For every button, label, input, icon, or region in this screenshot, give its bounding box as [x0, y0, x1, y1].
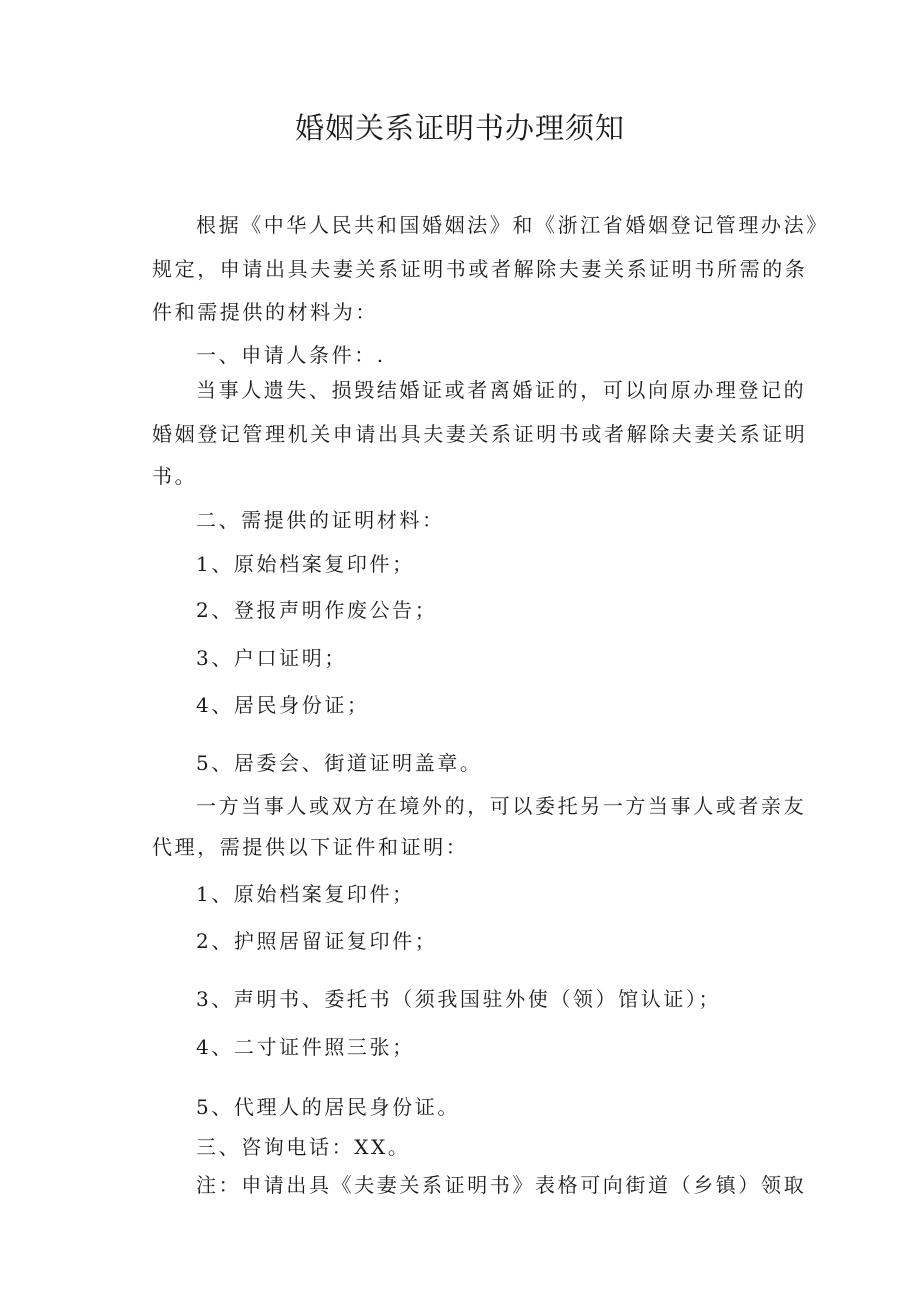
section-heading: 一、申请人条件：. [196, 343, 386, 367]
paragraph-line: 代理，需提供以下证件和证明： [152, 835, 469, 859]
paragraph-line: 婚姻登记管理机关申请出具夫妻关系证明书或者解除夫妻关系证明 [152, 422, 808, 446]
document-title: 婚姻关系证明书办理须知 [294, 111, 625, 145]
list-item: 3、户口证明； [196, 646, 347, 670]
list-item: 3、声明书、委托书（须我国驻外使（领）馆认证）； [196, 987, 722, 1011]
paragraph-line: 件和需提供的材料为： [152, 300, 378, 324]
section-heading: 三、咨询电话：XX。 [196, 1135, 411, 1159]
paragraph-line: 一方当事人或双方在境外的，可以委托另一方当事人或者亲友 [196, 794, 807, 818]
list-item: 5、居委会、街道证明盖章。 [196, 751, 483, 775]
section-heading: 二、需提供的证明材料： [196, 508, 445, 532]
list-item: 2、护照居留证复印件； [196, 929, 438, 953]
paragraph-line: 规定，申请出具夫妻关系证明书或者解除夫妻关系证明书所需的条 [152, 257, 808, 281]
list-item: 5、代理人的居民身份证。 [196, 1095, 460, 1119]
paragraph-line: 根据《中华人民共和国婚姻法》和《浙江省婚姻登记管理办法》 [196, 213, 829, 237]
note-line: 注：申请出具《夫妻关系证明书》表格可向街道（乡镇）领取 [196, 1173, 807, 1197]
list-item: 1、原始档案复印件； [196, 552, 415, 576]
list-item: 2、登报声明作废公告； [196, 598, 438, 622]
paragraph-line: 当事人遗失、损毁结婚证或者离婚证的，可以向原办理登记的 [196, 378, 807, 402]
list-item: 1、原始档案复印件； [196, 882, 415, 906]
list-item: 4、居民身份证； [196, 693, 370, 717]
list-item: 4、二寸证件照三张； [196, 1035, 415, 1059]
paragraph-line: 书。 [152, 464, 198, 488]
